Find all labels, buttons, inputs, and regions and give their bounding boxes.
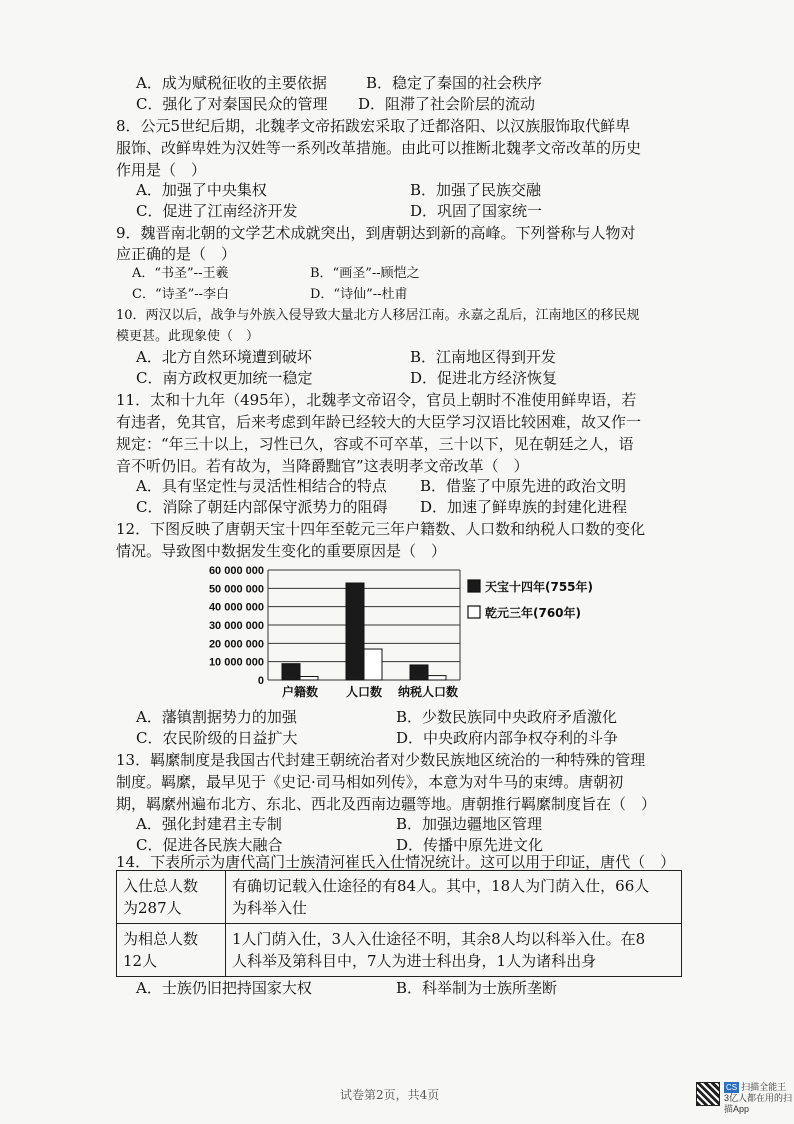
- q11-stem-line: 有违者，免其官，后来考虑到年龄已经较大的大臣学习汉语比较困难，故又作一: [116, 413, 642, 431]
- population-bar-chart: [190, 560, 610, 705]
- q9-option-c: C．“诗圣”--李白: [132, 287, 230, 302]
- bar: [428, 676, 446, 680]
- q11-option-b: B．借鉴了中原先进的政治文明: [420, 477, 627, 495]
- q14-table: [116, 870, 682, 977]
- q11-option-d: D．加速了鲜卑族的封建化进程: [420, 498, 628, 516]
- q8-stem-line: 8．公元5世纪后期，北魏孝文帝拓跋宏采取了迁都洛阳、以汉族服饰取代鲜卑: [116, 117, 631, 135]
- q8-option-b: B．加强了民族交融: [410, 181, 542, 199]
- x-tick-label: 纳税人口数: [397, 685, 459, 699]
- q13-option-a: A．强化封建君主专制: [136, 815, 282, 833]
- table-cell: 1人门荫入仕，3人入仕途径不明，其余8人均以科举入仕。在8 人科举及第科目中，7人为进士科出身，1人为诸科出身: [226, 924, 682, 977]
- q12-option-c: C．农民阶级的日益扩大: [136, 729, 298, 747]
- q13-stem-line: 制度。羁縻，最早见于《史记·司马相如列传》，本意为对牛马的束缚。唐朝初: [116, 773, 624, 791]
- q11-stem-line: 音不听仍旧。若有故为，当降爵黜官”这表明孝文帝改革（ ）: [116, 457, 529, 475]
- legend-swatch: [468, 606, 480, 618]
- bar: [364, 649, 382, 680]
- q10-option-a: A．北方自然环境遭到破坏: [136, 348, 312, 366]
- q12-stem-line: 情况。导致图中数据发生变化的重要原因是（ ）: [116, 542, 447, 560]
- q10-option-c: C．南方政权更加统一稳定: [136, 369, 313, 387]
- y-tick-label: 10 000 000: [208, 656, 264, 669]
- q8-option-a: A．加强了中央集权: [136, 181, 267, 199]
- q14-stem-line: 14．下表所示为唐代高门士族清河崔氏入仕情况统计。这可以用于印证，唐代（ ）: [116, 853, 676, 871]
- q10-option-d: D．促进北方经济恢复: [410, 369, 558, 387]
- q7-option-d: D．阻滞了社会阶层的流动: [358, 95, 536, 113]
- q9-stem-line: 9．魏晋南北朝的文学艺术成就突出，到唐朝达到新的高峰。下列誉称与人物对: [116, 224, 636, 242]
- q13-option-b: B．加强边疆地区管理: [396, 815, 543, 833]
- q8-stem-line: 服饰、改鲜卑姓为汉姓等一系列改革措施。由此可以推断北魏孝文帝改革的历史: [116, 139, 642, 157]
- q13-stem-line: 期，羁縻州遍布北方、东北、西北及西南边疆等地。唐朝推行羁縻制度旨在（ ）: [116, 795, 657, 813]
- q7-option-c: C．强化了对秦国民众的管理: [136, 95, 328, 113]
- qr-code-icon: [696, 1082, 720, 1106]
- bar: [282, 664, 300, 680]
- q9-option-d: D．“诗仙”--杜甫: [310, 287, 408, 302]
- cs-logo-icon: CS: [726, 1083, 738, 1092]
- q9-stem-line: 应正确的是（ ）: [116, 245, 237, 263]
- table-cell: 为相总人数 12人: [117, 924, 226, 977]
- bar: [346, 583, 364, 680]
- table-cell: 有确切记载入仕途径的有84人。其中，18人为门荫入仕，66人 为科举入仕: [226, 871, 682, 924]
- q11-option-c: C．消除了朝廷内部保守派势力的阻碍: [136, 498, 388, 516]
- x-tick-label: 户籍数: [281, 685, 319, 699]
- q13-stem-line: 13．羁縻制度是我国古代封建王朝统治者对少数民族地区统治的一种特殊的管理: [116, 751, 646, 769]
- q8-option-d: D．巩固了国家统一: [410, 202, 543, 220]
- legend-swatch: [468, 580, 480, 592]
- q14-option-a: A．士族仍旧把持国家大权: [136, 979, 312, 997]
- q9-option-a: A．“书圣”--王羲: [132, 266, 229, 281]
- q12-option-b: B．少数民族同中央政府矛盾激化: [396, 708, 618, 726]
- table-row: [117, 924, 682, 977]
- q12-option-a: A．藩镇割据势力的加强: [136, 708, 297, 726]
- q14-option-b: B．科举制为士族所垄断: [396, 979, 558, 997]
- y-tick-label: 20 000 000: [208, 638, 264, 651]
- y-tick-label: 30 000 000: [208, 620, 264, 632]
- q10-stem-line: 10．两汉以后，战争与外族入侵导致大量北方人移居江南。永嘉之乱后，江南地区的移民规: [116, 308, 640, 323]
- y-tick-label: 40 000 000: [208, 601, 264, 614]
- q13-option-c: C．促进各民族大融合: [136, 836, 283, 854]
- q13-option-d: D．传播中原先进文化: [396, 836, 544, 854]
- table-cell: 入仕总人数 为287人: [117, 871, 226, 924]
- legend-label: 乾元三年(760年): [485, 606, 582, 620]
- q12-stem-line: 12．下图反映了唐朝天宝十四年至乾元三年户籍数、人口数和纳税人口数的变化: [116, 520, 646, 538]
- page-footer: 试卷第2页，共4页: [340, 1088, 440, 1102]
- y-tick-label: 50 000 000: [208, 583, 264, 596]
- q10-stem-line: 模更甚。此现象使（ ）: [116, 329, 260, 344]
- q8-option-c: C．促进了江南经济开发: [136, 202, 298, 220]
- q11-stem-line: 11．太和十九年（495年），北魏孝文帝诏令，官员上朝时不准使用鲜卑语，若: [116, 391, 637, 409]
- q9-option-b: B．“画圣”--顾恺之: [310, 266, 420, 281]
- x-tick-label: 人口数: [345, 685, 383, 699]
- table-row: [117, 871, 682, 924]
- q7-option-b: B．稳定了秦国的社会秩序: [366, 74, 543, 92]
- q7-option-a: A．成为赋税征收的主要依据: [136, 74, 327, 92]
- y-tick-label: 0: [257, 675, 264, 687]
- scanner-watermark: CS 扫描全能王 3亿人都在用的扫描App: [724, 1082, 793, 1114]
- q8-stem-line: 作用是（ ）: [116, 161, 207, 179]
- bar: [300, 677, 318, 680]
- legend-label: 天宝十四年(755年): [485, 580, 594, 594]
- y-tick-label: 60 000 000: [208, 565, 264, 577]
- q10-option-b: B．江南地区得到开发: [410, 348, 557, 366]
- bar: [410, 665, 428, 680]
- q11-stem-line: 规定：“年三十以上，习性已久，容或不可卒革，三十以下，见在朝廷之人，语: [116, 435, 634, 453]
- q12-option-d: D．中央政府内部争权夺利的斗争: [396, 729, 619, 747]
- q11-option-a: A．具有坚定性与灵活性相结合的特点: [136, 477, 387, 495]
